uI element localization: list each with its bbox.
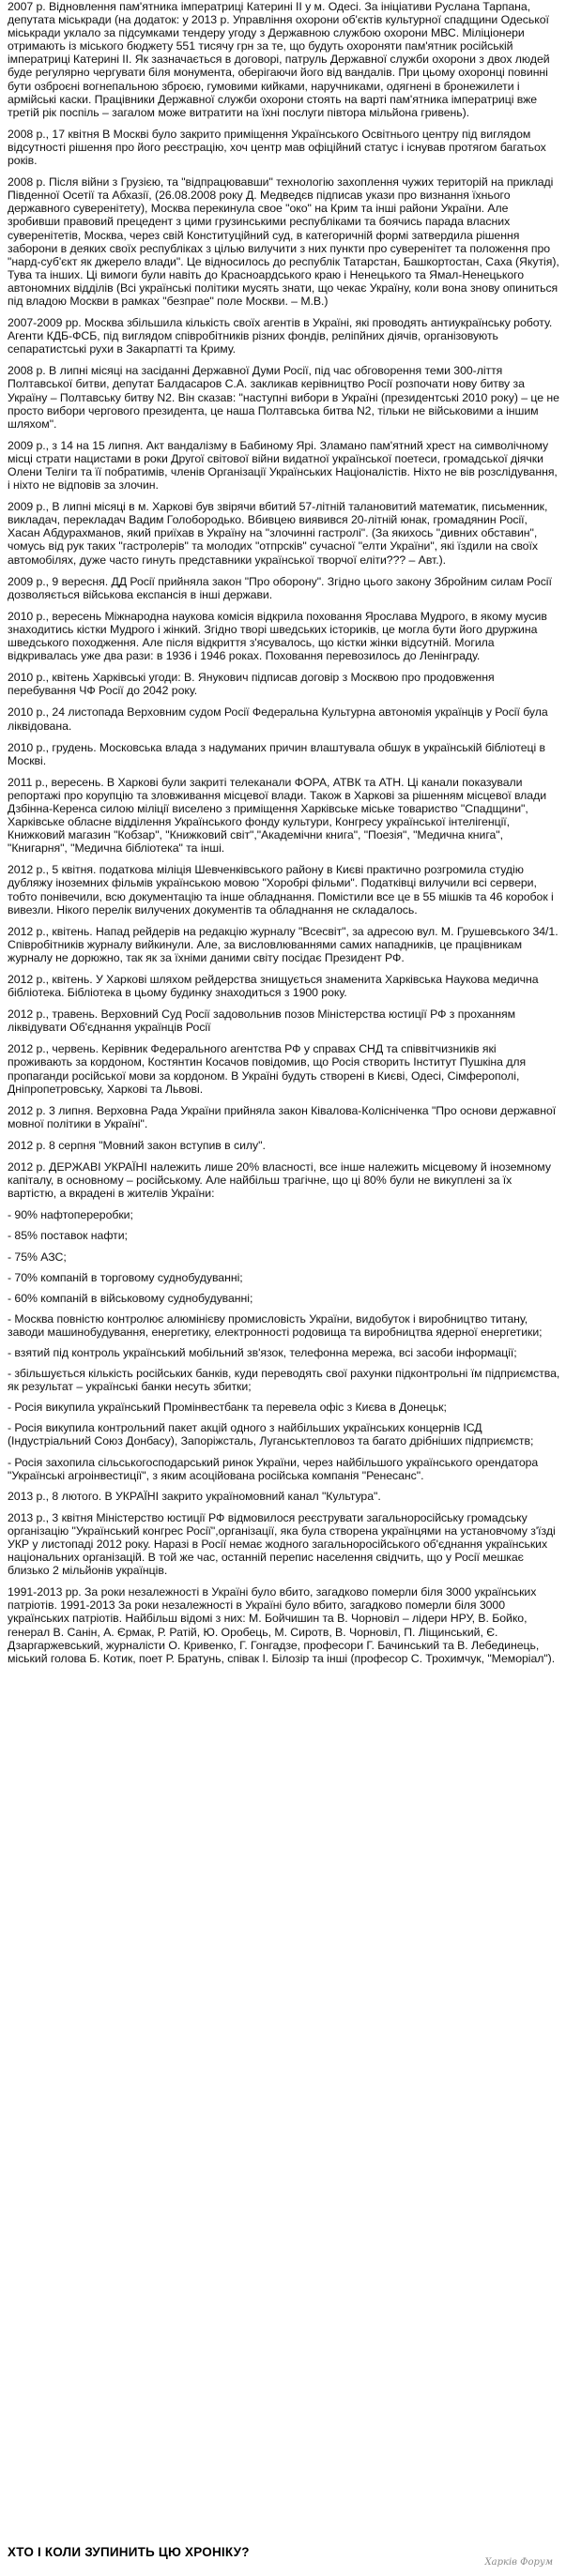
list-item: - Росія викупила український Промінвестбанк та перевела офіс з Києва в Донецьк; bbox=[8, 1401, 447, 1415]
chronicle-entry-2013-kultura: 2013 р., 8 лютого. В УКРАЇНІ закрито україномовний канал "Культура". bbox=[8, 1489, 381, 1503]
chronicle-entry-2011-tv-channels: 2011 р., вересень. В Харкові були закриті телеканали ФОРА, АТВК та АТН. Ці канали показували репортажі про корупцію та зловживання місцевої влади. Також в Харкові за рішенням місцевої влади Дзбінна-Керенса силою міліції виселено з приміщення Харківське міське товариство "Спадщини", Харківське обласне відділення Українського фонду культури, Конгресу української інтелігенції, Книжковий магазин "Кобзар", "Книжковий світ","Академічни книга", "Поезія", "Медична книга", "Книгарня", "Медична бібліотека" та інші. bbox=[8, 775, 547, 856]
chronicle-entry-2009-defense-law: 2009 р., 9 вересня. ДД Росії прийняла закон "Про оборону". Згідно цього закону Збройним силам Росії дозволяється військова експансія в інші держави. bbox=[8, 574, 552, 601]
chronicle-entry-2008-poltava: 2008 р. В липні місяці на засіданні Державної Думи Росії, під час обговорення теми 300-ліття Полтавської битви, депутат Балдасаров С.А. закликав керівництво Росії розпочати нову битву за Україну – Полтавську битву N2. Він сказав: "наступні вибори в Україні (президентські 2010 року) – це не просто вибори чергового президента, це наша Полтавська битва N2, тільки не військовими а іншим шляхом". bbox=[8, 364, 559, 431]
list-item: - взятий під контроль український мобільний зв'язок, телефонна мережа, всі засоби інформації; bbox=[8, 1345, 517, 1359]
chronicle-entry-2012-medical-library: 2012 р., квітень. У Харкові шляхом рейдерства знищується знаменита Харківська Наукова медична бібліотека. Бібліотека в цьому будинку знаходиться з 1900 року. bbox=[8, 973, 539, 1000]
chronicle-entry-2012-law-effective: 2012 р. 8 серпня "Мовний закон вступив в силу". bbox=[8, 1138, 266, 1152]
chronicle-entry-2010-kharkiv-accords: 2010 р., квітень Харківські угоди: В. Янукович підписав договір з Москвою про продовження перебування ЧФ Росії до 2042 року. bbox=[8, 671, 495, 698]
list-item: - 85% поставок нафти; bbox=[8, 1229, 128, 1243]
chronicle-entry-2009-kharkiv: 2009 р., В липні місяці в м. Харкові був звірячи вбитий 57-літній талановитий математик, письменник, викладач, перекладач Вадим Голобородько. Вбивцею виявився 20-літній юнак, громадянин Росії, Хасан Абдурахманов, який приїхав в Україну на "злочинні гастролі". (За якихось "дивних обставин", чомусь від рук таких "гастролерів" та молодих "отпрсків" сучасної "елти України", які їздили на своїх автомобілях, дуже часто гинуть представники української творчої еліти??? – Авт.). bbox=[8, 500, 548, 567]
chronicle-entry-2012-pushkin: 2012 р., червень. Керівник Федерального агентства РФ у справах СНД та співвітчизників які проживають за кордоном, Костянтин Косачов повідомив, що Росія створить Інститут Пушкіна для пропаганди російської мови за кордоном. В Україні будуть створені в Києві, Одесі, Сімферополі, Дніпропетровську, Харкові та Львові. bbox=[8, 1042, 527, 1096]
chronicle-entry-1991-2013-patriots: 1991-2013 рр. За роки незалежності в Україні було вбито, загадково померли біля 3000 українських патріотів. 1991-2013 За роки незалежності в Україні було вбито, загадково померли біля 3000 українських патріотів. Найбільш відомі з них: М. Бойчишин та В. Чорновіл – лідери НРУ, В. Бойко, генерал В. Санін, А. Єрмак, Р. Ратій, Ю. Оробець, М. Сиротв, В. Чорновіл, П. Ліщинський, Є. Дзаргаржевський, журналісти О. Кривенко, Г. Гонгадзе, професори Г. Бачинський та В. Лебединець, міський голова Б. Котик, поет Р. Братунь, співак І. Білозір та інші (професор С. Трохимчук, "Меморіал"). bbox=[8, 1585, 556, 1665]
list-item: - збільшується кількість російських банків, куди переводять свої рахунки підконтрольні їм підприємства, як результат – українські банки несуть збитки; bbox=[8, 1367, 560, 1394]
chronicle-entry-2012-vsesvit: 2012 р., квітень. Напад рейдерів на редакцію журналу "Всесвіт", за адресою вул. М. Грушевського 34/1. Співробітників журналу вийкинули. Але, за висловлюваннями самих нападників, це працівникам журналу не дорюжно, так як за їхніми даними світу посідає Президент РФ. bbox=[8, 924, 558, 964]
chronicle-entry-2010-library: 2010 р., грудень. Московська влада з надуманих причин влаштувала обшук в українській бібліотеці в Москві. bbox=[8, 740, 546, 767]
list-item: - 75% АЗС; bbox=[8, 1250, 67, 1264]
chronicle-entry-2012-ownership: 2012 р. ДЕРЖАВІ УКРАЇНІ належить лише 20% власності, все інше належить місцевому й іноземному капіталу, в основному – російському. Але найбільш трагічне, що ці 80% були не викуплені за їх вартістю, а вкрадені в жителів України: bbox=[8, 1160, 551, 1201]
chronicle-entry-2012-language-law: 2012 р. 3 липня. Верховна Рада України прийняла закон Ківалова-Колісніченка "Про основи державної мовної політики в Україні". bbox=[8, 1103, 557, 1130]
list-item: - 90% нафтопереробки; bbox=[8, 1208, 133, 1222]
list-item: - Росія захопила сільськогосподарський ринок України, через найбільшого українського орендатора "Українські агроінвестиції", з яким асоційована російська компанія "Ренесанс". bbox=[8, 1455, 539, 1482]
site-watermark: Харків Форум bbox=[484, 2557, 553, 2568]
list-item: - 60% компаній в військовому суднобудуванні; bbox=[8, 1291, 253, 1305]
chronicle-entry-2007-2009-agents: 2007-2009 рр. Москва збільшила кількість своїх агентів в Україні, які проводять антиукраїнську роботу. Агенти КДБ-ФСБ, під виглядом співробітників різних фондів, реліпйних діячів, організовують сепаратистські рухи в Закарпатті та Криму. bbox=[8, 316, 553, 356]
chronicle-entry-2010-autonomy: 2010 р., 24 листопада Верховним судом Росії Федеральна Культурна автономія українців у Росії була ліквідована. bbox=[8, 705, 548, 733]
list-item: - Москва повністю контролює алюмінієву промисловість України, видобуток і виробництво титану, заводи машинобудування, енергетику, електронності родовища та виробництва ядерної енергетики; bbox=[8, 1311, 543, 1339]
chronicle-entry-2007-odesa: 2007 р. Відновлення пам'ятника імператриці Катерині ІІ у м. Одесі. За ініціативи Руслана Тарпана, депутата міськради (на додаток: у 2013 р. Управління охорони об'єктів культурної спадщини Одеської міськради уклало за підсумками тендеру угоду з Державною службою охорони МВС. Міліціонери отримають із міського бюджету 551 тисячу грн за те, що будуть охороняти пам'ятник російській імператриці Катерині ІІ. Як зазначається в договорі, патруль Державної служби охорони з двох людей буде регулярно чергувати біля монумента, оберігаючи його від вандалів. При цьому охоронці повинні бути озброєні вогнепальною зброєю, гумовими кийками, наручниками, одягнені в бронежилети і армійські каски. Працівники Державної служби охорони стоять на варті пам'ятника імператриці вже третій рік поспіль – загалом може витратити на їхні послуги півтора мільйона гривень). bbox=[8, 0, 550, 119]
chronicle-entry-2009-babyn-yar: 2009 р., з 14 на 15 липня. Акт вандалізму в Бабиному Ярі. Зламано пам'ятний хрест на символічному місці страти нацистами в роки Другої світової війни видатної української поетеси, громадської діячки Олени Теліги та її побратимів, членів Організації Українських Націоналістів. Ніхто не вів розслідування, і ніхто не відповів за злочин. bbox=[8, 438, 558, 492]
chronicle-entry-2012-court: 2012 р., травень. Верховний Суд Росії задовольнив позов Міністерства юстиції РФ з проханням ліквідувати Об'єднання українців Росії bbox=[8, 1008, 516, 1035]
list-item: - 70% компаній в торговому суднобудуванні; bbox=[8, 1270, 243, 1284]
chronicle-entry-2013-congress: 2013 р., 3 квітня Міністерство юстиції РФ відмовилося реєструвати загальноросійську громадську організацію "Український конгрес Росії",організації, яка була створена українцями на установчому з'їзді УКР у листопаді 2012 року. Наразі в Росії немає жодного загальноросійського об'єднання українських національних організацій. В той же час, останній перепис населення свідчить, що у Росії мешкає близько 2 мільйонів українців. bbox=[8, 1510, 556, 1578]
chronicle-entry-2012-dubbing: 2012 р., 5 квітня. податкова міліція Шевченківського району в Києві практично розгромила студію дубляжу іноземних фільмів українською мовою "Хоробрі фільми". Податківці вилучили всі сервери, тобто понівечили, всю документацію та інше обладнання. Помістили все це в 55 мішків та 46 коробок і вивезли. Нікого перелік вилучених документів та обладнання не складалось. bbox=[8, 863, 554, 917]
article-body bbox=[8, 0, 561, 1674]
list-item: - Росія викупила контрольний пакет акцій одного з найбільших українських концернів ІСД (Індустріальний Союз Донбасу), Запоріжсталь, Луганськтепловоз та багато дрібніших підприємств; bbox=[8, 1421, 534, 1448]
chronicle-entry-2008-georgia: 2008 р. Після війни з Грузією, та "відпрацювавши" технологію захоплення чужих територій на прикладі Південної Осетії та Абхазії, (26.08.2008 року Д. Медведєв підписав укази про визнання їхнього державного суверенітету), Москва перекинула свое "око" на Крим та інші райони України. Але зробивши правовий прецедент з цими грузинськими республіками та боячись парада власних суверенітетів, Москва, через свій Конституційний суд, в категоричній формі затвердила рішення заборони в деяких своїх республіках з цілью вилучити з них пункти про суверенітет та положення про "нард-суб'єкт як джерело влади". Це відносилось до республік Татарстан, Башкортостан, Саха (Якутія), Тува та інших. Ці вимоги були навіть до Красноардського краю і Ненецького та Ямал-Ненецького автономних відділів (Всі українські політики мусять знати, що чекає Україну, коли вона знову опиниться під владою Москви в рамках "безпрае" поле Москви. – М.В.) bbox=[8, 175, 559, 308]
chronicle-entry-2010-yaroslav: 2010 р., вересень Міжнародна наукова комісія відкрила поховання Ярослава Мудрого, в якому мусив знаходитись кістки Мудрого і жінкий. Згідно творі шведських істориків, це могла бути його друржина шведського походження. Але після відкриття з'ясувалось, що кістки жінки відсутній. Могила відкривалась уже два рази: в 1936 і 1946 роках. Поховання перевозилось до Ленінграду. bbox=[8, 609, 547, 663]
closing-question-heading: ХТО І КОЛИ ЗУПИНИТЬ ЦЮ ХРОНІКУ? bbox=[8, 2545, 250, 2559]
chronicle-entry-2008-april: 2008 р., 17 квітня В Москві було закрито приміщення Українського Освітнього центру під виглядом відсутності рішення про його реєстрацію, хоч центр мав офіційний статус і існував протягом багатьох років. bbox=[8, 127, 546, 168]
